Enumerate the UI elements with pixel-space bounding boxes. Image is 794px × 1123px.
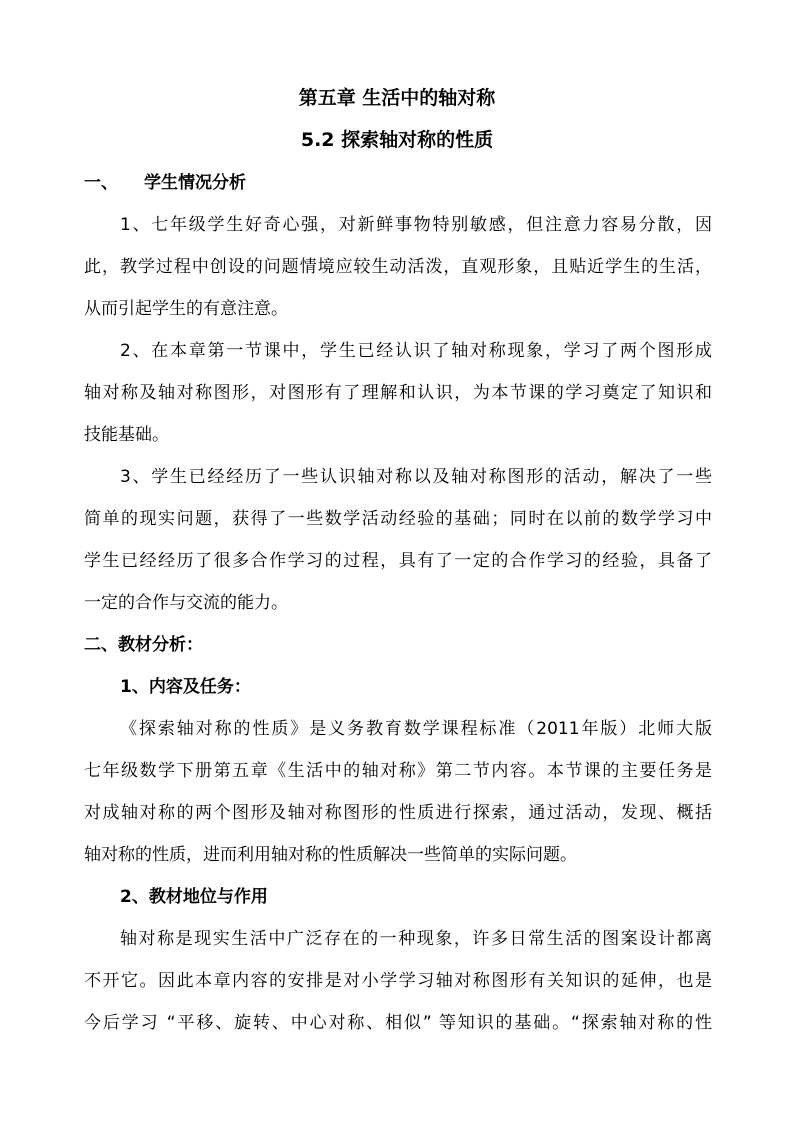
section-title: 5.2 探索轴对称的性质 <box>300 129 494 151</box>
s2-sub2-line-2: 不开它。因此本章内容的安排是对小学学习轴对称图形有关知识的延伸，也是 <box>84 971 712 991</box>
s1-p2-line-2: 轴对称及轴对称图形，对图形有了理解和认识，为本节课的学习奠定了知识和 <box>84 383 712 403</box>
s1-p3-line-2: 简单的现实问题，获得了一些数学活动经验的基础；同时在以前的数学学习中 <box>84 509 712 529</box>
section1-heading-text: 学生情况分析 <box>144 173 246 193</box>
s1-p3-line-4: 一定的合作与交流的能力。 <box>84 593 288 613</box>
s1-p1-line-2: 此，教学过程中创设的问题情境应较生动活泼，直观形象，且贴近学生的生活， <box>84 257 712 277</box>
s2-sub1-line-1: 《探索轴对称的性质》是义务教育数学课程标准（2011年版）北师大版 <box>120 719 712 739</box>
s2-sub2-line-3: 今后学习 “平移、旋转、中心对称、相似” 等知识的基础。“探索轴对称的性 <box>84 1013 712 1033</box>
section2-sub1-heading: 1、内容及任务： <box>120 677 251 697</box>
section2-sub2-heading: 2、教材地位与作用 <box>120 887 268 907</box>
s1-p3-line-1: 3、学生已经经历了一些认识轴对称以及轴对称图形的活动，解决了一些 <box>120 467 712 487</box>
s1-p2-line-1: 2、在本章第一节课中，学生已经认识了轴对称现象，学习了两个图形成 <box>120 341 712 361</box>
s2-sub1-line-2: 七年级数学下册第五章《生活中的轴对称》第二节内容。本节课的主要任务是 <box>84 761 712 781</box>
s1-p1-line-3: 从而引起学生的有意注意。 <box>84 299 288 319</box>
chapter-title: 第五章 生活中的轴对称 <box>298 87 496 109</box>
s1-p2-line-3: 技能基础。 <box>84 425 169 445</box>
s2-sub1-line-3: 对成轴对称的两个图形及轴对称图形的性质进行探索，通过活动，发现、概括 <box>84 803 712 823</box>
section2-heading: 二、教材分析： <box>84 635 203 655</box>
s2-sub1-line-4: 轴对称的性质，进而利用轴对称的性质解决一些简单的实际问题。 <box>84 845 577 865</box>
s2-sub2-line-1: 轴对称是现实生活中广泛存在的一种现象，许多日常生活的图案设计都离 <box>120 929 712 949</box>
s1-p3-line-3: 学生已经经历了很多合作学习的过程，具有了一定的合作学习的经验，具备了 <box>84 551 712 571</box>
s1-p1-line-1: 1、七年级学生好奇心强，对新鲜事物特别敏感，但注意力容易分散，因 <box>120 215 712 235</box>
section1-heading-number: 一、 <box>84 173 118 193</box>
